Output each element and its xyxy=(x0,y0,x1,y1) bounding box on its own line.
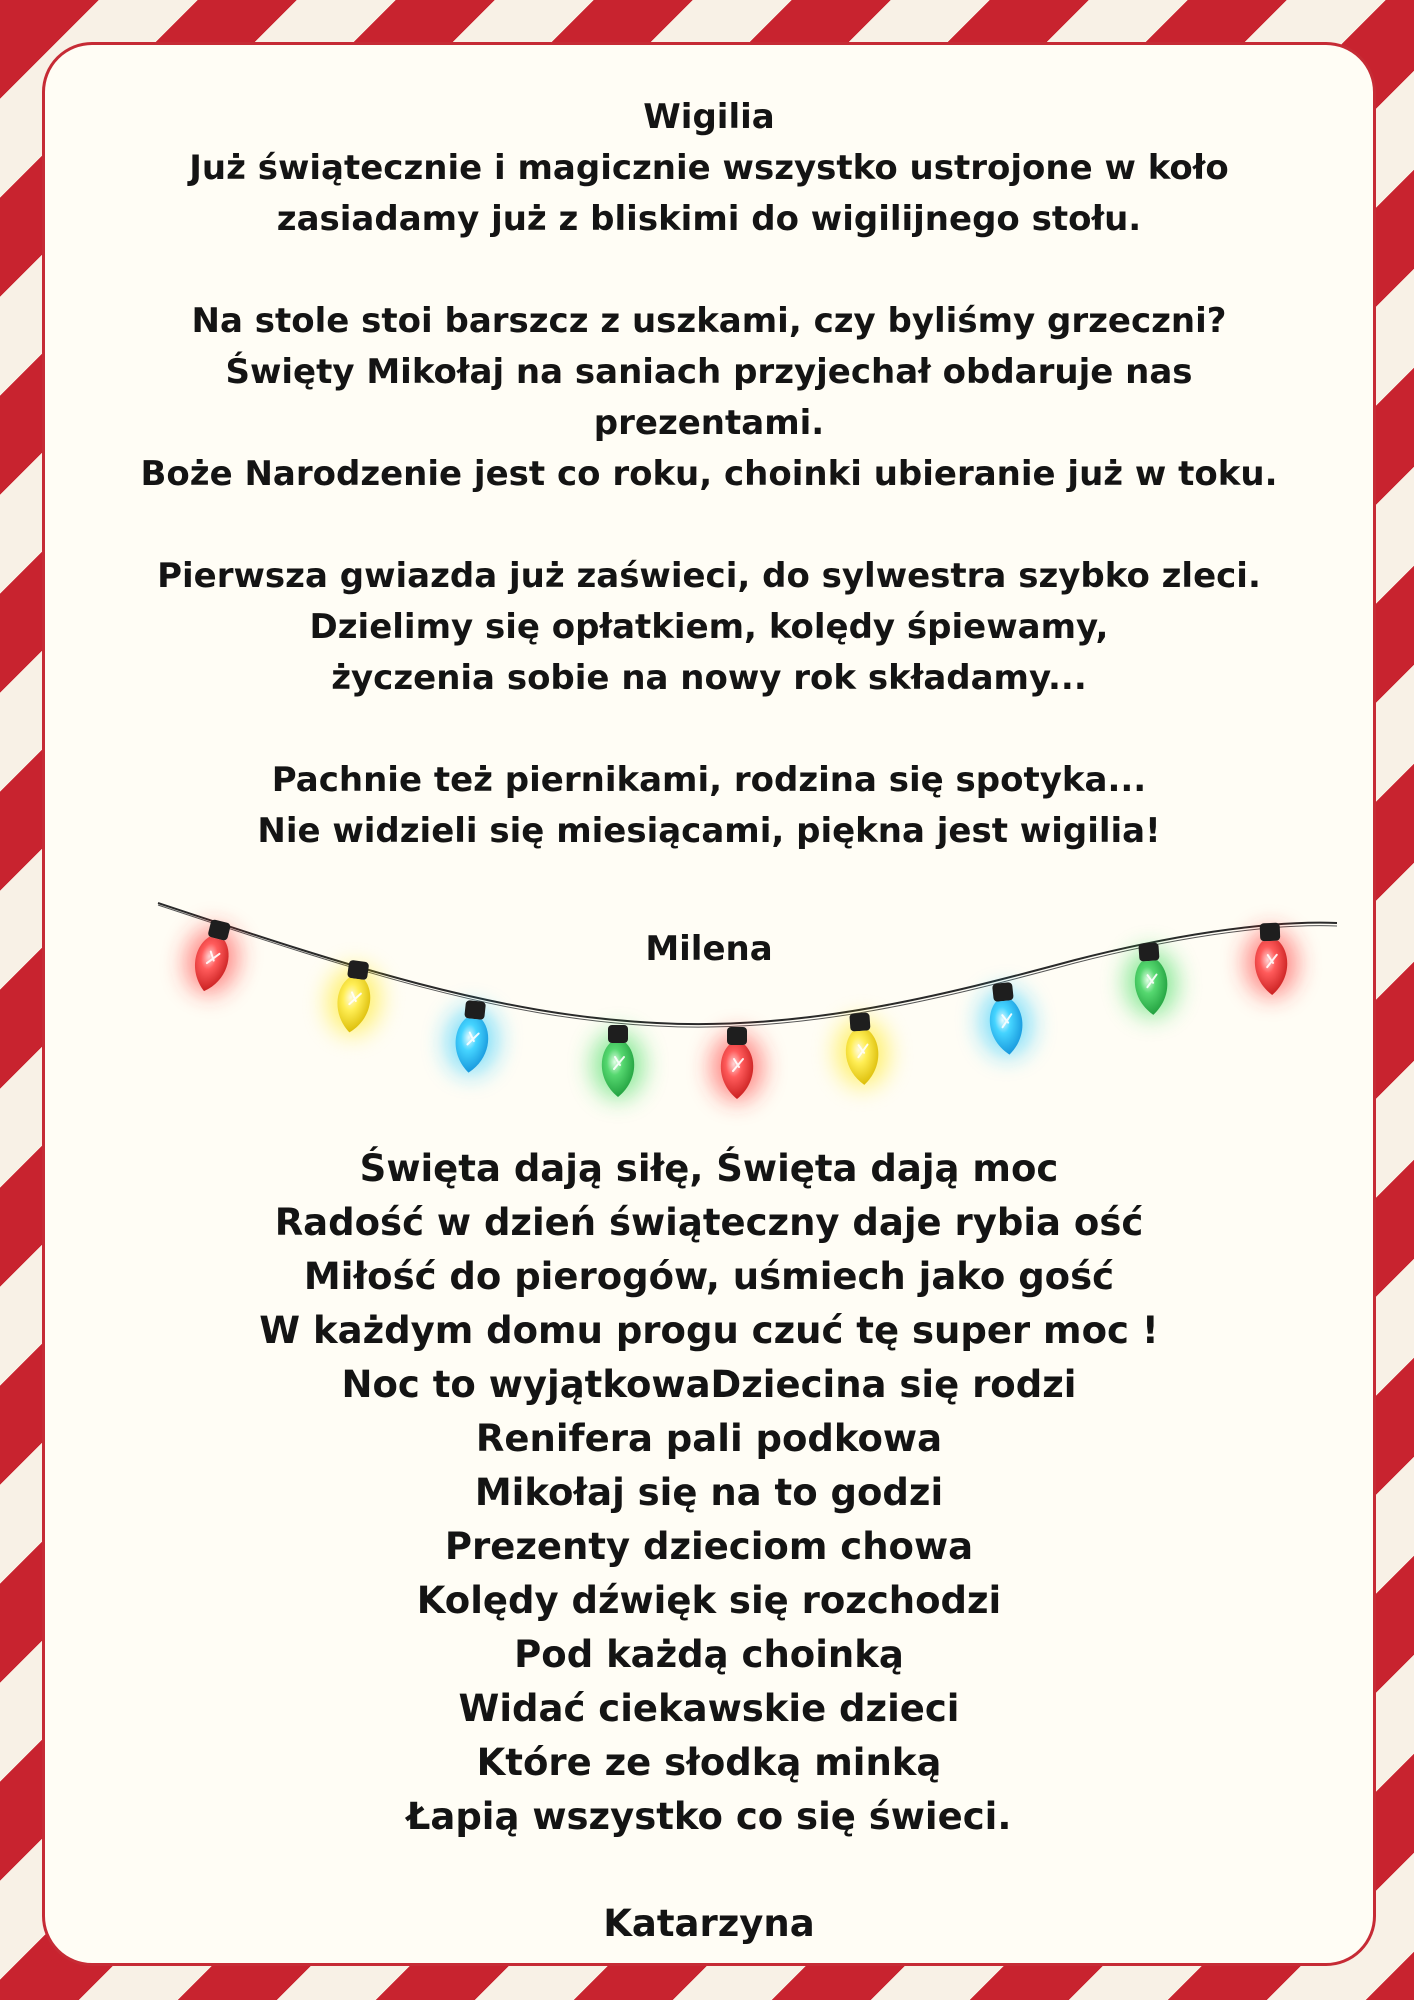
light-bulb-blue xyxy=(442,998,501,1077)
poem-line: Na stole stoi barszcz z uszkami, czy byliśmy grzeczni? xyxy=(191,301,1227,341)
light-bulb-yellow xyxy=(833,1011,890,1088)
poem-line: prezentami. xyxy=(593,403,825,443)
poem-line: Już świątecznie i magicznie wszystko ustrojone w koło xyxy=(189,148,1229,188)
poem-line: Święta dają siłę, Święta dają moc xyxy=(359,1147,1059,1190)
poem-line: Pachnie też piernikami, rodzina się spotyka... xyxy=(271,760,1147,800)
poem-swieta xyxy=(45,1142,1373,1844)
poem-line: Nie widzieli się miesiącami, piękna jest wigilia! xyxy=(257,811,1161,851)
poem-author: Milena xyxy=(645,929,773,969)
poem-line: Miłość do pierogów, uśmiech jako gość xyxy=(303,1255,1115,1298)
poem-line: Kolędy dźwięk się rozchodzi xyxy=(416,1579,1002,1622)
stanza-break xyxy=(45,704,1373,755)
poem-line: życzenia sobie na nowy rok składamy... xyxy=(331,658,1087,698)
poem-line: Dzielimy się opłatkiem, kolędy śpiewamy, xyxy=(309,607,1109,647)
poem-line: Które ze słodką minką xyxy=(476,1741,942,1784)
light-bulb-green xyxy=(592,1025,644,1099)
poem-title: Wigilia xyxy=(643,97,775,137)
poem-line: Radość w dzień świąteczny daje rybia ość xyxy=(274,1201,1144,1244)
poem-line: Widać ciekawskie dzieci xyxy=(458,1687,960,1730)
poem-line: Święty Mikołaj na saniach przyjechał obdaruje nas xyxy=(225,352,1193,392)
poem-line: Pierwsza gwiazda już zaświeci, do sylwestra szybko zleci. xyxy=(157,556,1261,596)
poem-line: Prezenty dzieciom chowa xyxy=(444,1525,974,1568)
poem-line: Renifera pali podkowa xyxy=(475,1417,943,1460)
poem-line: W każdym domu progu czuć tę super moc ! xyxy=(259,1309,1159,1352)
poem-line: zasiadamy już z bliskimi do wigilijnego stołu. xyxy=(276,199,1142,239)
poem-card xyxy=(42,42,1376,1966)
light-bulb-blue xyxy=(976,980,1035,1059)
poem-wigilia xyxy=(45,92,1373,857)
light-bulb-red xyxy=(711,1027,763,1101)
stanza-break xyxy=(45,500,1373,551)
poem-line: Noc to wyjątkowaDziecina się rodzi xyxy=(341,1363,1077,1406)
poem-author: Katarzyna xyxy=(603,1902,815,1945)
stanza-break xyxy=(45,245,1373,296)
poem-line: Mikołaj się na to godzi xyxy=(474,1471,944,1514)
poem-line: Boże Narodzenie jest co roku, choinki ubieranie już w toku. xyxy=(140,454,1278,494)
poem-line: Łapią wszystko co się świeci. xyxy=(406,1795,1012,1838)
poem-line: Pod każdą choinką xyxy=(514,1633,904,1676)
